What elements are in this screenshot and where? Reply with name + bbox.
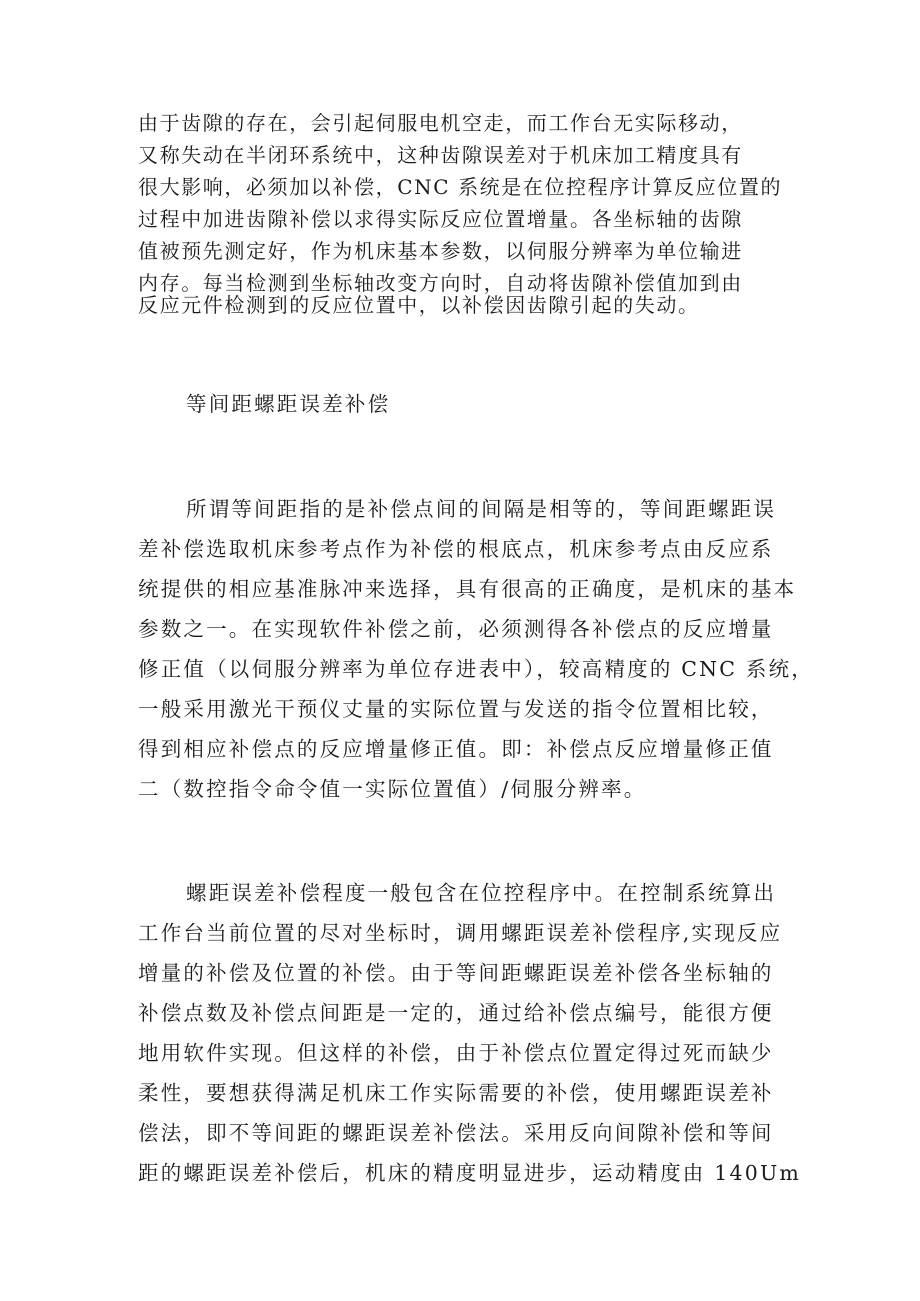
text-line: 偿法，即不等间距的螺距误差补偿法。采用反向间隙补偿和等间	[138, 1121, 774, 1145]
text-line: 反应元件检测到的反应位置中，以补偿因齿隙引起的失动。	[138, 293, 700, 317]
text-line: 内存。每当检测到坐标轴改变方向时，自动将齿隙补偿值加到由	[138, 271, 743, 295]
section-heading: 等间距螺距误差补偿	[186, 392, 391, 416]
text-line: 统提供的相应基准脉冲来选择，具有很高的正确度，是机床的基本	[138, 577, 797, 601]
text-line: 地用软件实现。但这样的补偿，由于补偿点位置定得过死而缺少	[138, 1041, 774, 1065]
text-line: 由于齿隙的存在，会引起伺服电机空走，而工作台无实际移动，	[138, 111, 743, 135]
text-line: 柔性，要想获得满足机床工作实际需要的补偿，使用螺距误差补	[138, 1081, 774, 1105]
text-line: 螺距误差补偿程度一般包含在位控程序中。在控制系统算出	[186, 881, 777, 905]
text-line: 值被预先测定好，作为机床基本参数，以伺服分辨率为单位输进	[138, 239, 743, 263]
text-line: 工作台当前位置的尽对坐标时，调用螺距误差补偿程序,实现反应	[138, 921, 783, 945]
text-line: 距的螺距误差补偿后，机床的精度明显进步，运动精度由 140Um	[138, 1161, 802, 1185]
text-line: 二（数控指令命令值一实际位置值）/伺服分辨率。	[138, 777, 647, 801]
text-line: 修正值（以伺服分辨率为单位存进表中），较高精度的 CNC 系统，	[138, 657, 814, 681]
text-line: 得到相应补偿点的反应增量修正值。即：补偿点反应增量修正值	[138, 737, 774, 761]
text-line: 过程中加进齿隙补偿以求得实际反应位置增量。各坐标轴的齿隙	[138, 207, 743, 231]
text-line: 差补偿选取机床参考点作为补偿的根底点，机床参考点由反应系	[138, 537, 774, 561]
text-line: 所谓等间距指的是补偿点间的间隔是相等的，等间距螺距误	[186, 497, 777, 521]
text-line: 参数之一。在实现软件补偿之前，必须测得各补偿点的反应增量	[138, 617, 774, 641]
text-line: 一般采用激光干预仪丈量的实际位置与发送的指令位置相比较，	[138, 697, 774, 721]
text-line: 补偿点数及补偿点间距是一定的，通过给补偿点编号，能很方便	[138, 1001, 774, 1025]
text-line: 增量的补偿及位置的补偿。由于等间距螺距误差补偿各坐标轴的	[138, 961, 774, 985]
text-line: 很大影响，必须加以补偿，CNC 系统是在位控程序计算反应位置的	[138, 175, 783, 199]
text-line: 又称失动在半闭环系统中，这种齿隙误差对于机床加工精度具有	[138, 143, 743, 167]
